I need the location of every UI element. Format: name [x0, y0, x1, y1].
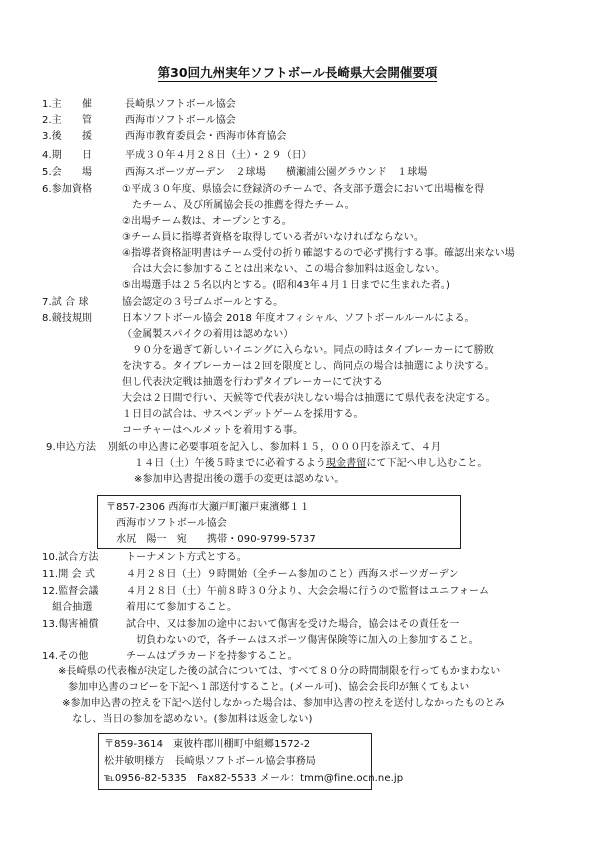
- item-10-label: 10.試合方法: [42, 552, 99, 563]
- item-1-label: 1.主 催: [42, 99, 93, 110]
- item-13-line: 試合中、又は参加の途中において傷害を受けた場合，協会はその責任を一: [126, 619, 460, 630]
- item-7-text: 協会認定の３号ゴムボールとする。: [122, 297, 284, 308]
- contact-line: 〒859-3614 東彼杵郡川棚町中組郷1572-2: [104, 739, 311, 750]
- item-6-line: ③チーム員に指導者資格を取得している者がいなければならない。: [122, 232, 424, 243]
- item-6-line: 合は大会に参加することは出来ない、この場合参加料は返金しない。: [122, 264, 446, 275]
- address-line: 西海市ソフトボール協会: [106, 518, 227, 529]
- note-line: なし、当日の参加を認めない。(参加料は返金しない): [52, 714, 313, 725]
- item-4-label: 4.期 日: [42, 150, 93, 161]
- item-7-label: 7.試 合 球: [42, 297, 89, 308]
- item-12-label: 12.監督会議: [42, 586, 99, 597]
- item-6-line: ④指導者資格証明書はチーム受付の折り確認するので必ず携行する事。確認出来ない場: [122, 248, 515, 259]
- item-12b-label: 組合抽選: [42, 602, 93, 613]
- note-line: ※参加申込書の控えを下記へ送付しなかった場合は、参加申込書の控えを送付しなかったものとみ: [52, 698, 505, 709]
- item-9-note: ※参加申込書提出後の選手の変更は認めない。: [134, 474, 345, 485]
- item-14-text: チームはプラカードを持参すること。: [126, 651, 298, 662]
- item-11-text: ４月２８日（土）９時開始（全チーム参加のこと）西海スポーツガーデン: [126, 569, 459, 580]
- item-2-label: 2.主 管: [42, 115, 93, 126]
- item-8-line: 大会は２日間で行い、天候等で代表が決しない場合は抽選にて県代表を決定する。: [122, 393, 496, 404]
- item-13-label: 13.傷害補償: [42, 619, 99, 630]
- item-9-line: 別紙の申込書に必要事項を記入し、参加料１５，０００円を添えて、４月: [108, 442, 442, 453]
- item-13-line: 切負わないので，各チームはスポーツ傷害保険等に加入の上参加すること。: [126, 635, 479, 646]
- item-9-line: １４日（土）午後５時までに必着するよう現金書留にて下記へ申し込むこと。: [134, 458, 488, 469]
- item-11-label: 11.開 会 式: [42, 569, 96, 580]
- address-line: 〒857-2306 西海市大瀬戸町瀬戸東濱郷１１: [106, 502, 310, 513]
- note-line: ※長崎県の代表権が決定した後の試合については、すべて８０分の時間制限を行ってもかまわない: [58, 666, 501, 677]
- note-line: 参加申込書のコピーを下記へ１部送付すること。(メール可)、協会会長印が無くてもよい: [58, 682, 470, 693]
- contact-line: ℡0956-82-5335 Fax82-5533 メール：tmm@fine.ocn.ne.jp: [104, 773, 404, 784]
- item-6-line: たチーム、及び所属協会長の推薦を得たチーム。: [122, 200, 355, 211]
- item-6-line: ②出場チーム数は、オープンとする。: [122, 216, 292, 227]
- item-4-text: 平成３０年４月２８日（土）・２９（日）: [125, 150, 312, 161]
- item-6-label: 6.参加資格: [42, 184, 93, 195]
- item-2-text: 西海市ソフトボール協会: [125, 115, 236, 126]
- item-5-text: 西海スポーツガーデン ２球場 横瀬浦公園グラウンド １球場: [125, 167, 428, 178]
- item-12-text: ４月２８日（土）午前８時３０分より、大会会場に行うので監督はユニフォーム: [126, 586, 490, 597]
- item-14-label: 14.その他: [42, 651, 89, 662]
- item-1-text: 長崎県ソフトボール協会: [125, 99, 236, 110]
- document-title: 第30回九州実年ソフトボール長崎県大会開催要項: [157, 65, 438, 80]
- item-8-label: 8.競技規則: [42, 313, 93, 324]
- item-8-line: 但し代表決定戦は抽選を行わずタイブレーカーにて決する: [122, 377, 383, 388]
- item-8-line: コーチャーはヘルメットを着用する事。: [122, 425, 304, 436]
- item-3-label: 3.後 援: [42, 131, 93, 142]
- item-5-label: 5.会 場: [42, 167, 93, 178]
- item-12b-text: 着用にて参加すること。: [126, 602, 238, 613]
- item-8-line: 日本ソフトボール協会 2018 年度オフィシャル、ソフトボールルールによる。: [122, 313, 475, 324]
- item-6-line: ⑤出場選手は２５名以内とする。(昭和43年４月１日までに生まれた者。): [122, 280, 450, 291]
- item-3-text: 西海市教育委員会・西海市体育協会: [125, 131, 287, 142]
- item-8-line: １日目の試合は、サスペンデットゲームを採用する。: [122, 409, 364, 420]
- item-8-line: ９０分を過ぎて新しいイニングに入らない。同点の時はタイブレーカーにて勝敗: [122, 345, 494, 356]
- item-8-line: （金属製スパイクの着用は認めない）: [122, 329, 294, 340]
- item-8-line: を決する。タイブレーカーは２回を限度とし、尚同点の場合は抽選により決する。: [122, 361, 495, 372]
- contact-line: 松井敏明様方 長崎県ソフトボール協会事務局: [104, 756, 316, 767]
- item-9-label: 9.申込方法: [46, 442, 97, 453]
- item-10-text: トーナメント方式とする。: [126, 552, 247, 563]
- address-line: 水尻 陽一 宛 携帯・090-9799-5737: [106, 534, 316, 545]
- item-6-line: ①平成３０年度、県協会に登録済のチームで、各支部予選会において出場権を得: [122, 184, 485, 195]
